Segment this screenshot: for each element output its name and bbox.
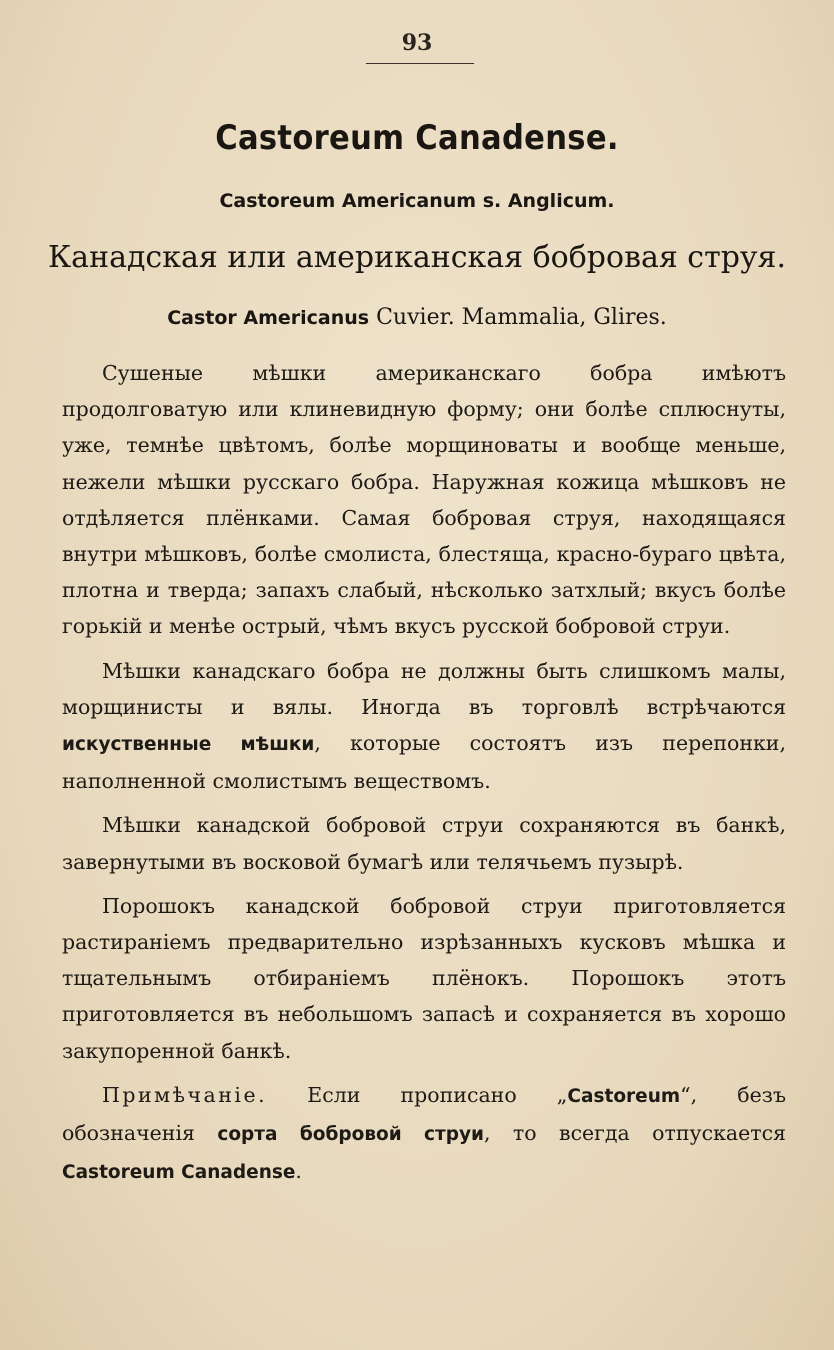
species-line	[0, 305, 834, 330]
note-bold-2: сорта бобровой струи	[217, 1124, 484, 1146]
note-label: Примѣчаніе.	[102, 1082, 268, 1107]
paragraph-3: Мѣшки канадской бобровой струи сохраняются въ банкѣ, завернутыми въ восковой бумагѣ или телячьемъ пузырѣ.	[62, 813, 786, 874]
body-text	[62, 355, 786, 1199]
note-text-end: .	[295, 1159, 302, 1184]
russian-title: Канадская или американская бобровая струя.	[47, 240, 787, 275]
header-rule	[366, 63, 474, 64]
species-name: Castor Americanus	[167, 307, 370, 329]
paragraph-2-text-a: Мѣшки канадскаго бобра не должны быть слишкомъ малы, морщинисты и вялы. Иногда въ торговлѣ встрѣчаются	[62, 658, 786, 719]
page-number: 93	[401, 30, 433, 56]
note-text-a: Если прописано „	[267, 1082, 568, 1107]
paragraph-1: Сушеные мѣшки американскаго бобра имѣютъ продолговатую или клиневидную форму; они болѣе сплюснуты, уже, темнѣе цвѣтомъ, болѣе морщиноваты и вообще меньше, нежели мѣшки русскаго бобра. Наружная кожица мѣшковъ не отдѣляется плёнками. Самая бобровая струя, находящаяся внутри мѣшковъ, болѣе смолиста, блестяща, красно-бураго цвѣта, плотна и тверда; запахъ слабый, нѣсколько затхлый; вкусъ болѣе горькій и менѣе острый, чѣмъ вкусъ русской бобровой струи.	[62, 361, 786, 639]
paragraph-5-note	[62, 1077, 786, 1192]
section-title: Castoreum Canadense.	[215, 118, 619, 158]
note-text-b: “, безъ обозначенія	[62, 1082, 786, 1146]
note-text-c: , то всегда отпускается	[484, 1121, 786, 1146]
section-subtitle: Castoreum Americanum s. Anglicum.	[219, 190, 615, 212]
note-bold-3: Castoreum Canadense	[62, 1162, 296, 1184]
species-classification: Cuvier. Mammalia, Glires.	[369, 305, 667, 330]
note-bold-1: Castoreum	[567, 1085, 681, 1107]
paragraph-2-text-b: , которые состоятъ изъ перепонки, наполненной смолистымъ веществомъ.	[62, 731, 786, 794]
paragraph-2	[62, 653, 786, 800]
paragraph-4: Порошокъ канадской бобровой струи приготовляется растираніемъ предварительно изрѣзанныхъ кусковъ мѣшка и тщательнымъ отбираніемъ плёнокъ. Порошокъ этотъ приготовляется въ небольшомъ запасѣ и сохраняется въ хорошо закупоренной банкѣ.	[62, 893, 786, 1063]
paragraph-2-bold: искуственные мѣшки	[62, 734, 315, 756]
